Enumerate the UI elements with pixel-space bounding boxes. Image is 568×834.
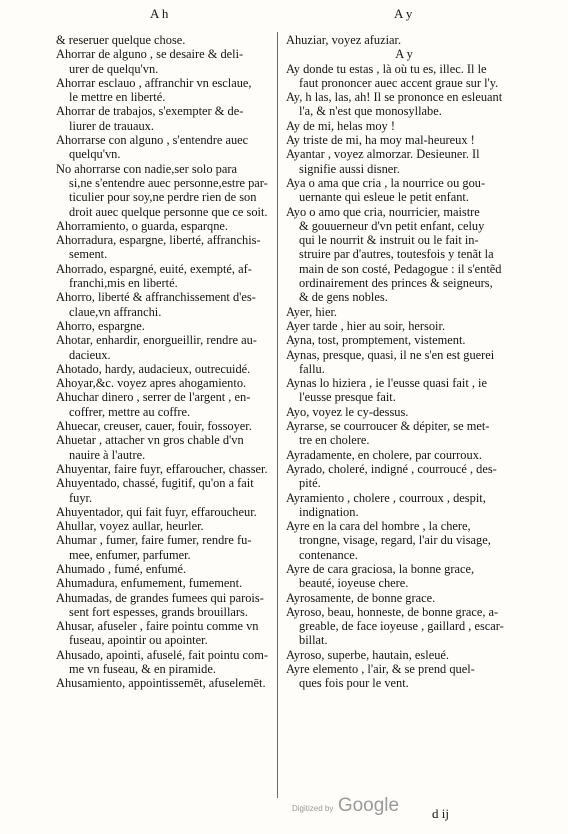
dictionary-entry	[286, 562, 522, 591]
entry-continuation: greable, de face ioyeuse , gaillard , escar-	[299, 619, 504, 634]
entry-continuation: ordinairement des princes & seigneurs,	[299, 276, 493, 291]
entry-continuation: uernante qui esleue le petit enfant.	[299, 190, 469, 205]
left-running-head: A h	[150, 6, 169, 21]
google-logo: Google	[337, 795, 400, 816]
entry-continuation: fallu.	[299, 361, 325, 376]
entry-continuation: trongne, visage, regard, l'air du visage,	[299, 533, 491, 548]
signature-mark: d ij	[432, 806, 449, 821]
entry-continuation: fuyr.	[69, 490, 93, 505]
entry-continuation: ques fois pour le vent.	[299, 676, 409, 691]
entry-continuation: billat.	[299, 633, 328, 648]
entry-headline: Ayroso, beau, honneste, de bonne grace, a-	[286, 604, 499, 619]
dictionary-entry	[56, 104, 272, 133]
entry-continuation: si,ne s'entendre auec personne,estre par-	[69, 175, 268, 190]
entry-headline: No ahorrarse con nadie,ser solo para	[56, 161, 237, 176]
entry-continuation: claue,vn affranchi.	[69, 304, 162, 319]
entry-headline: Ahorrado, espargné, euité, exempté, af-	[56, 261, 252, 276]
dictionary-entry	[286, 147, 522, 176]
entry-headline: Ahuziar, voyez afuziar.	[286, 33, 402, 47]
dictionary-entry	[286, 305, 522, 319]
dictionary-entry	[286, 405, 522, 419]
dictionary-entry	[286, 205, 522, 305]
dictionary-entry	[286, 133, 522, 147]
dictionary-entry	[56, 133, 272, 162]
dictionary-entry	[286, 419, 522, 448]
entry-continuation: me vn fuseau, & en piramide.	[69, 662, 216, 677]
entry-continuation: sement.	[69, 247, 108, 262]
dictionary-entry	[56, 319, 272, 333]
dictionary-entry	[56, 619, 272, 648]
dictionary-entry	[286, 176, 522, 205]
entry-headline: Ahumadas, de grandes fumees qui parois-	[56, 590, 264, 605]
section-subheader	[286, 47, 522, 61]
entry-continuation: sent fort espesses, grands brouillars.	[69, 604, 248, 619]
entry-headline: Ayre elemento , l'air, & se prend quel-	[286, 662, 475, 677]
entry-continuation: urer de quelqu'vn.	[69, 61, 159, 76]
dictionary-entry	[286, 319, 522, 333]
dictionary-entry	[286, 90, 522, 119]
dictionary-entry	[286, 662, 522, 691]
dictionary-entry	[286, 62, 522, 91]
entry-headline: Ahorrar esclauo , affranchir vn esclaue,	[56, 75, 252, 90]
entry-headline: Ayo o amo que cria, nourricier, maistre	[286, 204, 480, 219]
entry-headline: Ayrado, choleré, indigné , courroucé , des-	[286, 461, 497, 476]
entry-continuation: l'eusse presque fait.	[299, 390, 396, 405]
right-running-head: A y	[394, 6, 413, 21]
entry-continuation: droit auec quelque personne que ce soit.	[69, 204, 268, 219]
dictionary-entry	[286, 33, 522, 47]
column-divider	[277, 32, 278, 798]
entry-headline: Ahorrarse con alguno , s'entendre auec	[56, 133, 249, 148]
entry-headline: Ahusar, afuseler , faire pointu comme vn	[56, 619, 259, 634]
entry-continuation: tre en cholere.	[299, 433, 370, 448]
entry-headline: Ahusamiento, appointissemēt, afuselemēt.	[56, 676, 266, 691]
dictionary-entry	[56, 648, 272, 677]
entry-continuation: mee, enfumer, parfumer.	[69, 547, 191, 562]
entry-headline: Ayer tarde , hier au soir, hersoir.	[286, 318, 446, 333]
entry-continuation: liurer de trauaux.	[69, 118, 154, 133]
entry-headline: Ahumadura, enfumement, fumement.	[56, 576, 243, 591]
entry-continuation: beauté, ioyeuse chere.	[299, 576, 409, 591]
dictionary-entry	[56, 162, 272, 219]
entry-continuation: fuseau, apointir ou apointer.	[69, 633, 208, 648]
dictionary-entry	[56, 419, 272, 433]
dictionary-entry	[286, 448, 522, 462]
entry-continuation: l'a, & n'est que monosyllabe.	[299, 104, 442, 119]
entry-headline: Ayantar , voyez almorzar. Desieuner. Il	[286, 147, 480, 162]
entry-headline: Ahorramiento, o guarda, esparqne.	[56, 218, 229, 233]
entry-continuation: struire par d'autres, toutesfois y tenãt la	[299, 247, 494, 262]
entry-headline: Ayna, tost, promptement, vistement.	[286, 333, 466, 348]
entry-headline: Ahoyar,&c. voyez apres ahogamiento.	[56, 376, 247, 391]
digitized-watermark	[292, 795, 399, 817]
entry-headline: Ahuecar, creuser, cauer, fouir, fossoyer.	[56, 419, 252, 434]
entry-continuation: & de gens nobles.	[299, 290, 388, 305]
dictionary-entry	[56, 33, 272, 47]
dictionary-entry	[56, 362, 272, 376]
dictionary-entry	[286, 519, 522, 562]
entry-headline: Ay triste de mi, ha moy mal-heureux !	[286, 133, 475, 148]
entry-headline: Ayrarse, se courroucer & dépiter, se met-	[286, 419, 490, 434]
dictionary-entry	[56, 47, 272, 76]
dictionary-entry	[56, 676, 272, 690]
dictionary-entry	[56, 333, 272, 362]
entry-continuation: le mettre en liberté.	[69, 90, 166, 105]
entry-headline: Ahumar , fumer, faire fumer, rendre fu-	[56, 533, 252, 548]
dictionary-entry	[56, 262, 272, 291]
entry-continuation: & gouuerneur d'vn petit enfant, celuy	[299, 218, 485, 233]
entry-headline: Ahumado , fumé, enfumé.	[56, 561, 187, 576]
dictionary-entry	[56, 219, 272, 233]
entry-headline: Ahorro, espargne.	[56, 318, 145, 333]
entry-headline: Ahuyentador, qui fait fuyr, effaroucheur.	[56, 504, 257, 519]
entry-headline: & reseruer quelque chose.	[56, 33, 186, 47]
entry-headline: Ayer, hier.	[286, 304, 338, 319]
entry-headline: Ayramiento , cholere , courroux , despit,	[286, 490, 486, 505]
entry-headline: Ahorro, liberté & affranchissement d'es-	[56, 290, 256, 305]
entry-continuation: indignation.	[299, 504, 359, 519]
watermark-prefix: Digitized by	[292, 804, 334, 813]
entry-headline: Ahuchar dinero , serrer de l'argent , en-	[56, 390, 251, 405]
entry-headline: Ahorradura, espargne, liberté, affranchis-	[56, 233, 261, 248]
dictionary-entry	[286, 605, 522, 648]
dictionary-entry	[286, 119, 522, 133]
entry-headline: Ahorrar de alguno , se desaire & deli-	[56, 47, 244, 62]
right-column	[286, 33, 522, 691]
entry-headline: Ahullar, voyez aullar, heurler.	[56, 519, 204, 534]
dictionary-entry	[56, 505, 272, 519]
entry-headline: Ahuyentar, faire fuyr, effaroucher, chasser.	[56, 461, 268, 476]
dictionary-entry	[286, 333, 522, 347]
entry-continuation: faut prononcer auec accent graue sur l'y.	[299, 75, 499, 90]
entry-continuation: main de son costé, Pedagogue : il s'entẽd	[299, 261, 502, 276]
entry-continuation: ticulier pour soy,ne perdre rien de son	[69, 190, 257, 205]
left-column	[56, 33, 272, 691]
entry-headline: Ayre de cara graciosa, la bonne grace,	[286, 561, 475, 576]
dictionary-entry	[56, 476, 272, 505]
dictionary-entry	[56, 76, 272, 105]
entry-headline: Aynas, presque, quasi, il ne s'en est guerei	[286, 347, 495, 362]
entry-headline: Ayre en la cara del hombre , la chere,	[286, 519, 471, 534]
entry-continuation: pité.	[299, 476, 321, 491]
entry-headline: Ahotado, hardy, audacieux, outrecuidé.	[56, 361, 251, 376]
entry-continuation: contenance.	[299, 547, 358, 562]
dictionary-entry	[56, 433, 272, 462]
dictionary-entry	[56, 519, 272, 533]
entry-continuation: dacieux.	[69, 347, 111, 362]
entry-headline: Ahuyentado, chassé, fugitif, qu'on a fait	[56, 476, 254, 491]
dictionary-entry	[56, 576, 272, 590]
entry-headline: Ayrosamente, de bonne grace.	[286, 590, 436, 605]
entry-headline: Ahotar, enhardir, enorgueillir, rendre au-	[56, 333, 257, 348]
entry-headline: Ayo, voyez le cy-dessus.	[286, 404, 409, 419]
entry-headline: Aynas lo hiziera , ie l'eusse quasi fait , ie	[286, 376, 488, 391]
dictionary-entry	[286, 462, 522, 491]
entry-headline: Aya o ama que cria , la nourrice ou gou-	[286, 175, 486, 190]
dictionary-entry	[56, 533, 272, 562]
entry-headline: Ay donde tu estas , là où tu es, illec. Il le	[286, 61, 487, 76]
subheader-label: A y	[395, 47, 413, 62]
entry-headline: Ayroso, superbe, hautain, esleué.	[286, 647, 449, 662]
dictionary-entry	[286, 348, 522, 377]
dictionary-entry	[56, 290, 272, 319]
entry-headline: Ahusado, apointi, afuselé, fait pointu com-	[56, 647, 268, 662]
dictionary-entry	[56, 376, 272, 390]
entry-continuation: coffrer, mettre au coffre.	[69, 404, 191, 419]
dictionary-entry	[286, 591, 522, 605]
entry-continuation: franchi,mis en liberté.	[69, 276, 178, 291]
entry-headline: Ay de mi, helas moy !	[286, 118, 395, 133]
entry-headline: Ay, h las, las, ah! Il se prononce en esleuant	[286, 90, 503, 105]
dictionary-entry	[286, 376, 522, 405]
entry-continuation: quelqu'vn.	[69, 147, 121, 162]
dictionary-entry	[286, 491, 522, 520]
entry-headline: Ayradamente, en cholere, par courroux.	[286, 447, 482, 462]
entry-headline: Ahuetar , attacher vn gros chable d'vn	[56, 433, 244, 448]
entry-continuation: signifie aussi disner.	[299, 161, 400, 176]
dictionary-entry	[56, 233, 272, 262]
dictionary-entry	[56, 390, 272, 419]
dictionary-entry	[286, 648, 522, 662]
dictionary-entry	[56, 562, 272, 576]
dictionary-entry	[56, 462, 272, 476]
entry-continuation: nauire à l'autre.	[69, 447, 146, 462]
dictionary-entry	[56, 591, 272, 620]
entry-headline: Ahorrar de trabajos, s'exempter & de-	[56, 104, 244, 119]
entry-continuation: qui le nourrit & instruit ou le fait in-	[299, 233, 479, 248]
